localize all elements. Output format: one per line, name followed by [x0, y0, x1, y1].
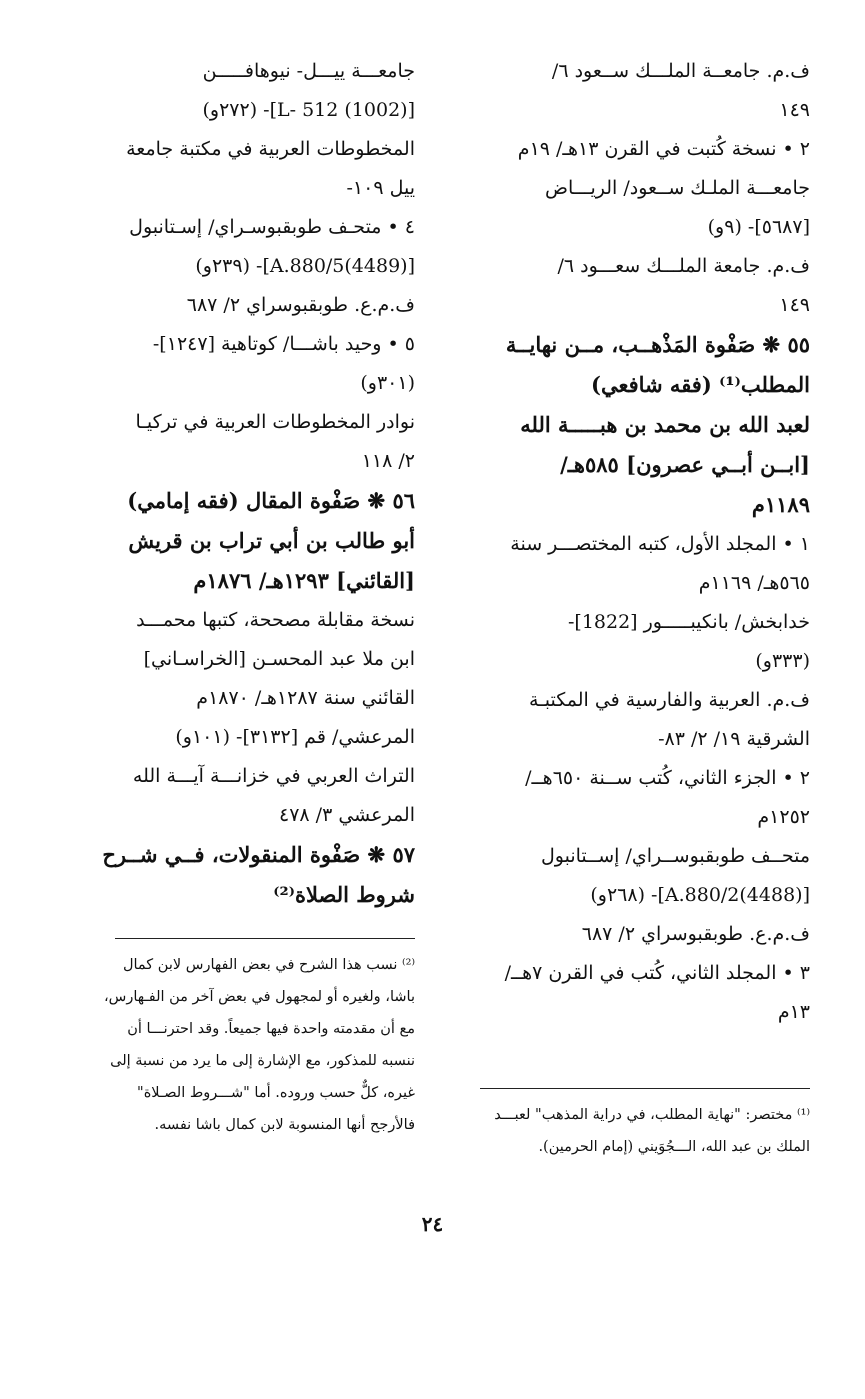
footnote-line: ⁽²⁾ نسب هذا الشرح في بعض الفهارس لابن كمال	[122, 957, 415, 973]
text-line: ابن ملا عبد المحسـن [الخراسـاني]	[143, 648, 415, 670]
entry-heading-line: شروط الصلاة⁽²⁾	[273, 882, 415, 907]
left-column	[75, 52, 415, 915]
text-line: ف.م. جامعــة الملـــك ســعود ٦/	[551, 60, 810, 82]
text-line: [A.880/2(4488)]- (٢٦٨و)	[590, 884, 810, 906]
footnote-line: ⁽¹⁾ مختصر: "نهاية المطلب، في دراية المذهب" لعبـــد	[494, 1107, 810, 1123]
page-number: ٢٤	[421, 1212, 444, 1236]
entry-heading-line: ١١٨٩م	[751, 492, 810, 517]
text-line: (٣٣٣و)	[755, 650, 810, 672]
entry-heading-line: ٥٧ ❋ صَفْوة المنقولات، فــي شــرح	[102, 842, 415, 867]
text-line: المرعشي ٣/ ٤٧٨	[279, 804, 415, 826]
text-line: ١ • المجلد الأول، كتبه المختصـــر سنة	[510, 533, 810, 555]
text-line: ١٤٩	[779, 294, 810, 316]
text-line: ٤ • متحـف طوبقبوسـراي/ إسـتانبول	[129, 216, 415, 238]
text-line: ١٢٥٢م	[757, 806, 810, 828]
text-line: نسخة مقابلة مصححة، كتبها محمـــد	[136, 609, 415, 631]
footnotes-right	[455, 1088, 810, 1163]
footnote-line: غيره، كلٌّ حسب وروده. أما "شـــروط الصـلاة"	[137, 1085, 415, 1101]
text-line: [L- 512 (1002)]- (٢٧٢و)	[202, 99, 415, 121]
text-line: [A.880/5(4489)]- (٢٣٩و)	[195, 255, 415, 277]
text-line: ف.م. جامعة الملـــك سعـــود ٦/	[557, 255, 810, 277]
text-line: ف.م.ع. طوبقبوسراي ٢/ ٦٨٧	[581, 923, 810, 945]
text-line: جامعـــة ييـــل- نيوهافـــــن	[202, 60, 415, 82]
footnote-divider	[115, 938, 415, 939]
right-column	[455, 52, 810, 1032]
text-line: خدابخش/ بانكيبـــــور [1822]-	[567, 611, 810, 633]
entry-heading-line: ٥٦ ❋ صَفْوة المقال (فقه إمامي)	[127, 488, 415, 513]
footnote-line: الملك بن عبد الله، الـــجُوَيني (إمام الحرمين).	[538, 1139, 810, 1155]
text-line: ييل ١٠٩-	[346, 177, 415, 199]
text-line: ٥ • وحيد باشـــا/ كوتاهية [١٢٤٧]-	[152, 333, 415, 355]
entry-heading-line: لعبد الله بن محمد بن هبـــــة الله	[520, 412, 810, 437]
footnote-line: ننسبه للمذكور، مع الإشارة إلى ما يرد من نسبة إلى	[110, 1053, 415, 1069]
text-line: ٢/ ١١٨	[361, 450, 415, 472]
text-line: المخطوطات العربية في مكتبة جامعة	[126, 138, 415, 160]
text-line: ١٣م	[777, 1001, 810, 1023]
footnote-divider	[480, 1088, 810, 1089]
text-line: ف.م. العربية والفارسية في المكتبـة	[529, 689, 810, 711]
text-line: الشرقية ١٩/ ٢/ ٨٣-	[658, 728, 810, 750]
entry-heading-line: [ابــن أبــي عصرون] ٥٨٥هـ/	[560, 452, 810, 477]
text-line: ف.م.ع. طوبقبوسراي ٢/ ٦٨٧	[186, 294, 415, 316]
text-line: ١٤٩	[779, 99, 810, 121]
text-line: (٣٠١و)	[360, 372, 415, 394]
footnotes-left	[75, 938, 415, 1141]
text-line: ٥٦٥هـ/ ١١٦٩م	[698, 572, 810, 594]
text-line: القائني سنة ١٢٨٧هـ/ ١٨٧٠م	[196, 687, 415, 709]
footnote-line: باشا، ولغيره أو لمجهول في بعض آخر من الفـهارس،	[104, 989, 415, 1005]
text-line: ٢ • الجزء الثاني، كُتب ســنة ٦٥٠هــ/	[525, 767, 810, 789]
text-line: جامعـــة الملـك ســعود/ الريـــاض	[545, 177, 810, 199]
entry-heading-line: أبو طالب بن أبي تراب بن قريش	[128, 528, 415, 553]
text-line: نوادر المخطوطات العربية في تركيـا	[135, 411, 415, 433]
text-line: [٥٦٨٧]- (٩و)	[707, 216, 810, 238]
text-line: ٣ • المجلد الثاني، كُتب في القرن ٧هــ/	[504, 962, 810, 984]
text-line: المرعشي/ قم [٣١٣٢]- (١٠١و)	[175, 726, 415, 748]
text-line: ٢ • نسخة كُتبت في القرن ١٣هـ/ ١٩م	[517, 138, 810, 160]
footnote-line: مع أن مقدمته واحدة فيها جميعاً. وقد احترنـــا أن	[127, 1021, 415, 1037]
text-line: متحــف طوبقبوســراي/ إســتانبول	[540, 845, 810, 867]
entry-heading-line: [القائني] ١٢٩٣هـ/ ١٨٧٦م	[193, 568, 415, 593]
footnote-line: فالأرجح أنها المنسوبة لابن كمال باشا نفسه.	[154, 1117, 415, 1133]
entry-heading-line: ٥٥ ❋ صَفْوة المَذْهــب، مــن نهايــة	[505, 332, 810, 357]
text-line: التراث العربي في خزانـــة آيـــة الله	[132, 765, 415, 787]
entry-heading-line: المطلب⁽¹⁾ (فقه شافعي)	[591, 372, 810, 397]
